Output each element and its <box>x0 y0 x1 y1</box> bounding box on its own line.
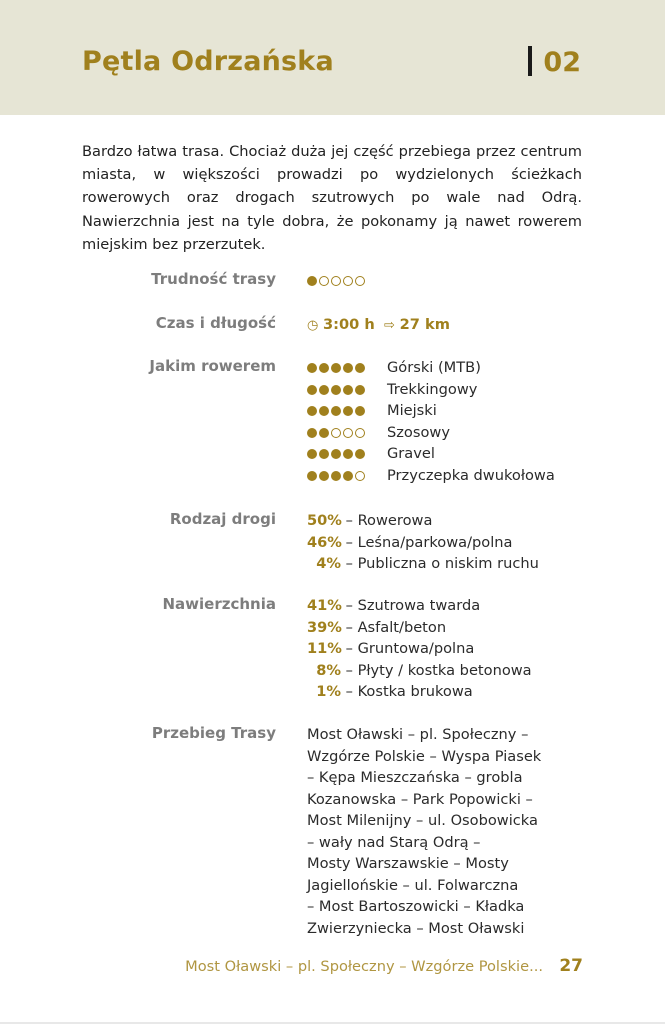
difficulty-label: Trudność trasy <box>151 270 276 288</box>
time-length-label: Czas i długość <box>155 314 276 332</box>
empty-dot-icon <box>355 276 365 286</box>
difficulty-rating <box>307 270 387 292</box>
route-line: – Most Bartoszowicki – Kładka <box>307 898 525 915</box>
bike-type-item <box>307 379 555 401</box>
clock-icon: ◷ <box>307 318 319 333</box>
category-name: Płyty / kostka betonowa <box>357 661 532 679</box>
filled-dot-icon <box>331 406 341 416</box>
filled-dot-icon <box>331 449 341 459</box>
filled-dot-icon <box>343 449 353 459</box>
category-name: Publiczna o niskim ruchu <box>357 555 539 572</box>
separator: – <box>341 512 358 529</box>
filled-dot-icon <box>319 428 329 438</box>
bike-rating <box>307 465 387 487</box>
filled-dot-icon <box>355 363 365 373</box>
surface-item <box>307 681 532 703</box>
filled-dot-icon <box>307 385 317 395</box>
bike-type-item <box>307 443 555 465</box>
time-length-value <box>307 314 450 336</box>
category-name: Szutrowa twarda <box>357 597 481 614</box>
surface-item <box>307 660 532 682</box>
route-description: Bardzo łatwa trasa. Chociaż duża jej część przebiega przez centrum miasta, w większości prowadzi po wydzielonych ścieżkach rowerowych oraz drogach szutrowych po wale nad Odrą. Nawierzchnia jest na tyle dobra, że pokonamy ją nawet rowerem miejskim bez przerzutek. <box>82 143 582 253</box>
number-divider <box>528 46 532 76</box>
filled-dot-icon <box>319 471 329 481</box>
bike-type-name: Górski (MTB) <box>387 359 481 376</box>
route-line: Wzgórze Polskie – Wyspa Piasek <box>307 747 542 765</box>
percentage-value: 4% <box>316 555 341 572</box>
time-value: 3:00 h <box>322 316 375 333</box>
empty-dot-icon <box>355 428 365 438</box>
arrow-right-icon: ⇨ <box>384 318 395 333</box>
category-name: Kostka brukowa <box>357 683 473 700</box>
filled-dot-icon <box>319 385 329 395</box>
filled-dot-icon <box>307 406 317 416</box>
route-title: Pętla Odrzańska <box>82 46 334 77</box>
bike-rating <box>307 357 387 379</box>
route-line: Most Milenijny – ul. Osobowicka <box>307 812 538 829</box>
separator: – <box>341 618 358 636</box>
route-line: Mosty Warszawskie – Mosty <box>307 855 509 872</box>
empty-dot-icon <box>331 428 341 438</box>
filled-dot-icon <box>343 385 353 395</box>
route-line: Jagiellońskie – ul. Folwarczna <box>307 876 519 894</box>
filled-dot-icon <box>307 449 317 459</box>
bike-type-item <box>307 357 555 379</box>
bike-type-name: Trekkingowy <box>387 380 478 398</box>
bike-type-list <box>307 357 555 486</box>
surface-label: Nawierzchnia <box>162 595 276 613</box>
filled-dot-icon <box>331 363 341 373</box>
surface-item <box>307 617 532 639</box>
bike-type-name: Gravel <box>387 445 435 462</box>
surface-item <box>307 595 532 617</box>
separator: – <box>341 597 358 614</box>
filled-dot-icon <box>355 449 365 459</box>
filled-dot-icon <box>307 471 317 481</box>
percentage-value: 11% <box>307 640 342 657</box>
empty-dot-icon <box>343 428 353 438</box>
category-name: Rowerowa <box>357 512 433 529</box>
filled-dot-icon <box>307 276 317 286</box>
bike-type-name: Szosowy <box>387 423 450 441</box>
filled-dot-icon <box>343 471 353 481</box>
percentage-value: 46% <box>307 533 342 551</box>
distance-value: 27 km <box>399 316 450 333</box>
bike-type-name: Przyczepka dwukołowa <box>387 466 555 484</box>
separator: – <box>341 683 358 700</box>
route-number <box>528 46 581 78</box>
route-description-list <box>307 724 582 939</box>
empty-dot-icon <box>355 471 365 481</box>
footer-caption: Most Oławski – pl. Społeczny – Wzgórze Polskie... <box>185 958 543 975</box>
route-label: Przebieg Trasy <box>151 724 276 742</box>
bike-type-item <box>307 422 555 444</box>
separator: – <box>341 555 358 572</box>
bike-rating <box>307 443 387 465</box>
bike-rating <box>307 422 387 444</box>
percentage-value: 50% <box>307 512 342 529</box>
percentage-value: 39% <box>307 618 342 636</box>
bike-type-name: Miejski <box>387 402 437 419</box>
percentage-value: 8% <box>316 661 341 679</box>
bike-type-item <box>307 400 555 422</box>
percentage-value: 41% <box>307 597 342 614</box>
route-line: Most Oławski – pl. Społeczny – <box>307 726 529 743</box>
filled-dot-icon <box>319 406 329 416</box>
filled-dot-icon <box>331 471 341 481</box>
page-number: 27 <box>559 956 583 976</box>
filled-dot-icon <box>355 385 365 395</box>
bike-rating <box>307 400 387 422</box>
route-line: – Kępa Mieszczańska – grobla <box>307 769 523 786</box>
separator: – <box>341 661 358 679</box>
route-line: Kozanowska – Park Popowicki – <box>307 790 533 808</box>
filled-dot-icon <box>319 449 329 459</box>
separator: – <box>341 533 358 551</box>
route-number-value: 02 <box>543 47 581 78</box>
surface-list <box>307 595 532 703</box>
empty-dot-icon <box>319 276 329 286</box>
filled-dot-icon <box>355 406 365 416</box>
filled-dot-icon <box>307 363 317 373</box>
filled-dot-icon <box>319 363 329 373</box>
surface-item <box>307 638 532 660</box>
category-name: Leśna/parkowa/polna <box>357 533 513 551</box>
road-type-list <box>307 510 539 575</box>
category-name: Asfalt/beton <box>357 618 447 636</box>
empty-dot-icon <box>343 276 353 286</box>
page-header <box>0 0 665 115</box>
percentage-value: 1% <box>316 683 341 700</box>
bike-type-label: Jakim rowerem <box>149 357 276 375</box>
road-type-item <box>307 532 539 554</box>
filled-dot-icon <box>307 428 317 438</box>
route-line: Zwierzyniecka – Most Oławski <box>307 919 525 937</box>
road-type-label: Rodzaj drogi <box>169 510 276 528</box>
road-type-item <box>307 553 539 575</box>
route-line: – wały nad Starą Odrą – <box>307 833 481 851</box>
bike-rating <box>307 379 387 401</box>
filled-dot-icon <box>343 363 353 373</box>
road-type-item <box>307 510 539 532</box>
filled-dot-icon <box>331 385 341 395</box>
difficulty-value <box>307 270 387 292</box>
bike-type-item <box>307 465 555 487</box>
category-name: Gruntowa/polna <box>357 640 475 657</box>
filled-dot-icon <box>343 406 353 416</box>
separator: – <box>341 640 358 657</box>
empty-dot-icon <box>331 276 341 286</box>
